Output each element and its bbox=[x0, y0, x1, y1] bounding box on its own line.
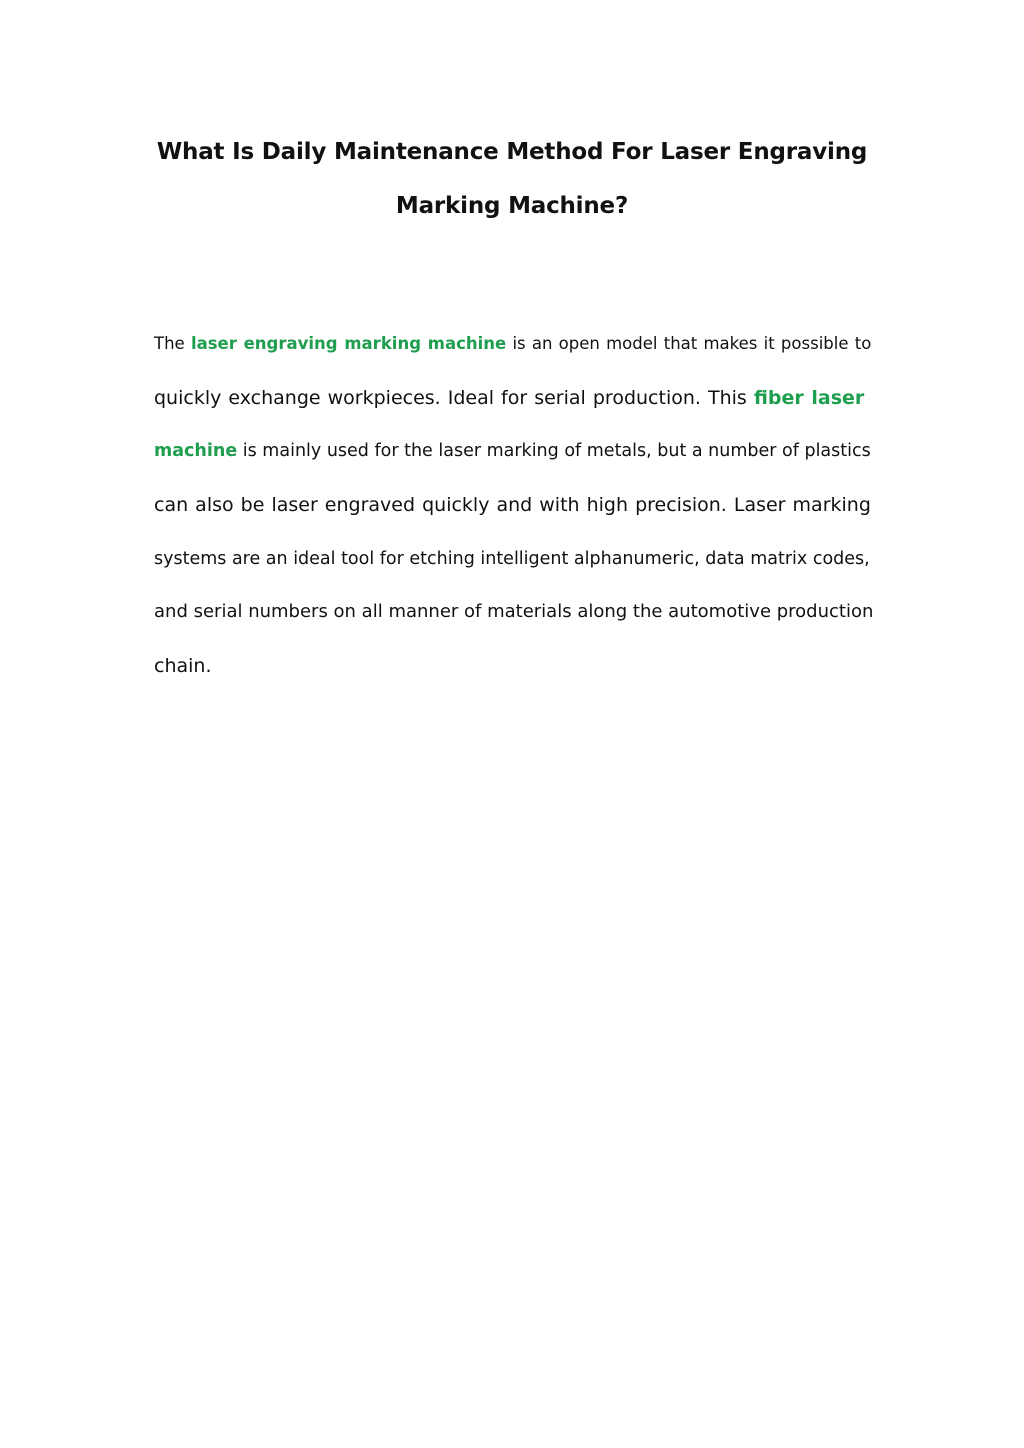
paragraph-line-4: can also be laser engraved quickly and with high precision. Laser marking bbox=[154, 494, 871, 516]
paragraph-line-6: and serial numbers on all manner of materials along the automotive production bbox=[154, 601, 874, 622]
text-run: quickly exchange workpieces. Ideal for serial production. This bbox=[154, 387, 754, 409]
paragraph-line-2 bbox=[154, 385, 864, 411]
text-run: is an open model that makes it possible to bbox=[506, 334, 872, 353]
text-run: The bbox=[154, 334, 191, 353]
fiber-laser-machine-link[interactable]: fiber laser bbox=[753, 387, 865, 409]
paragraph-line-5: systems are an ideal tool for etching intelligent alphanumeric, data matrix codes, bbox=[154, 549, 870, 569]
page-title-line-1: What Is Daily Maintenance Method For Laser Engraving bbox=[156, 139, 868, 165]
fiber-laser-machine-link-continued[interactable]: machine bbox=[154, 441, 238, 461]
paragraph-line-3 bbox=[154, 438, 871, 464]
page-title-line-2: Marking Machine? bbox=[395, 193, 629, 219]
laser-engraving-marking-machine-link[interactable]: laser engraving marking machine bbox=[190, 334, 507, 353]
paragraph-line-1 bbox=[154, 331, 871, 357]
paragraph-line-7: chain. bbox=[154, 655, 212, 677]
text-run: is mainly used for the laser marking of metals, but a number of plastics bbox=[237, 441, 871, 461]
